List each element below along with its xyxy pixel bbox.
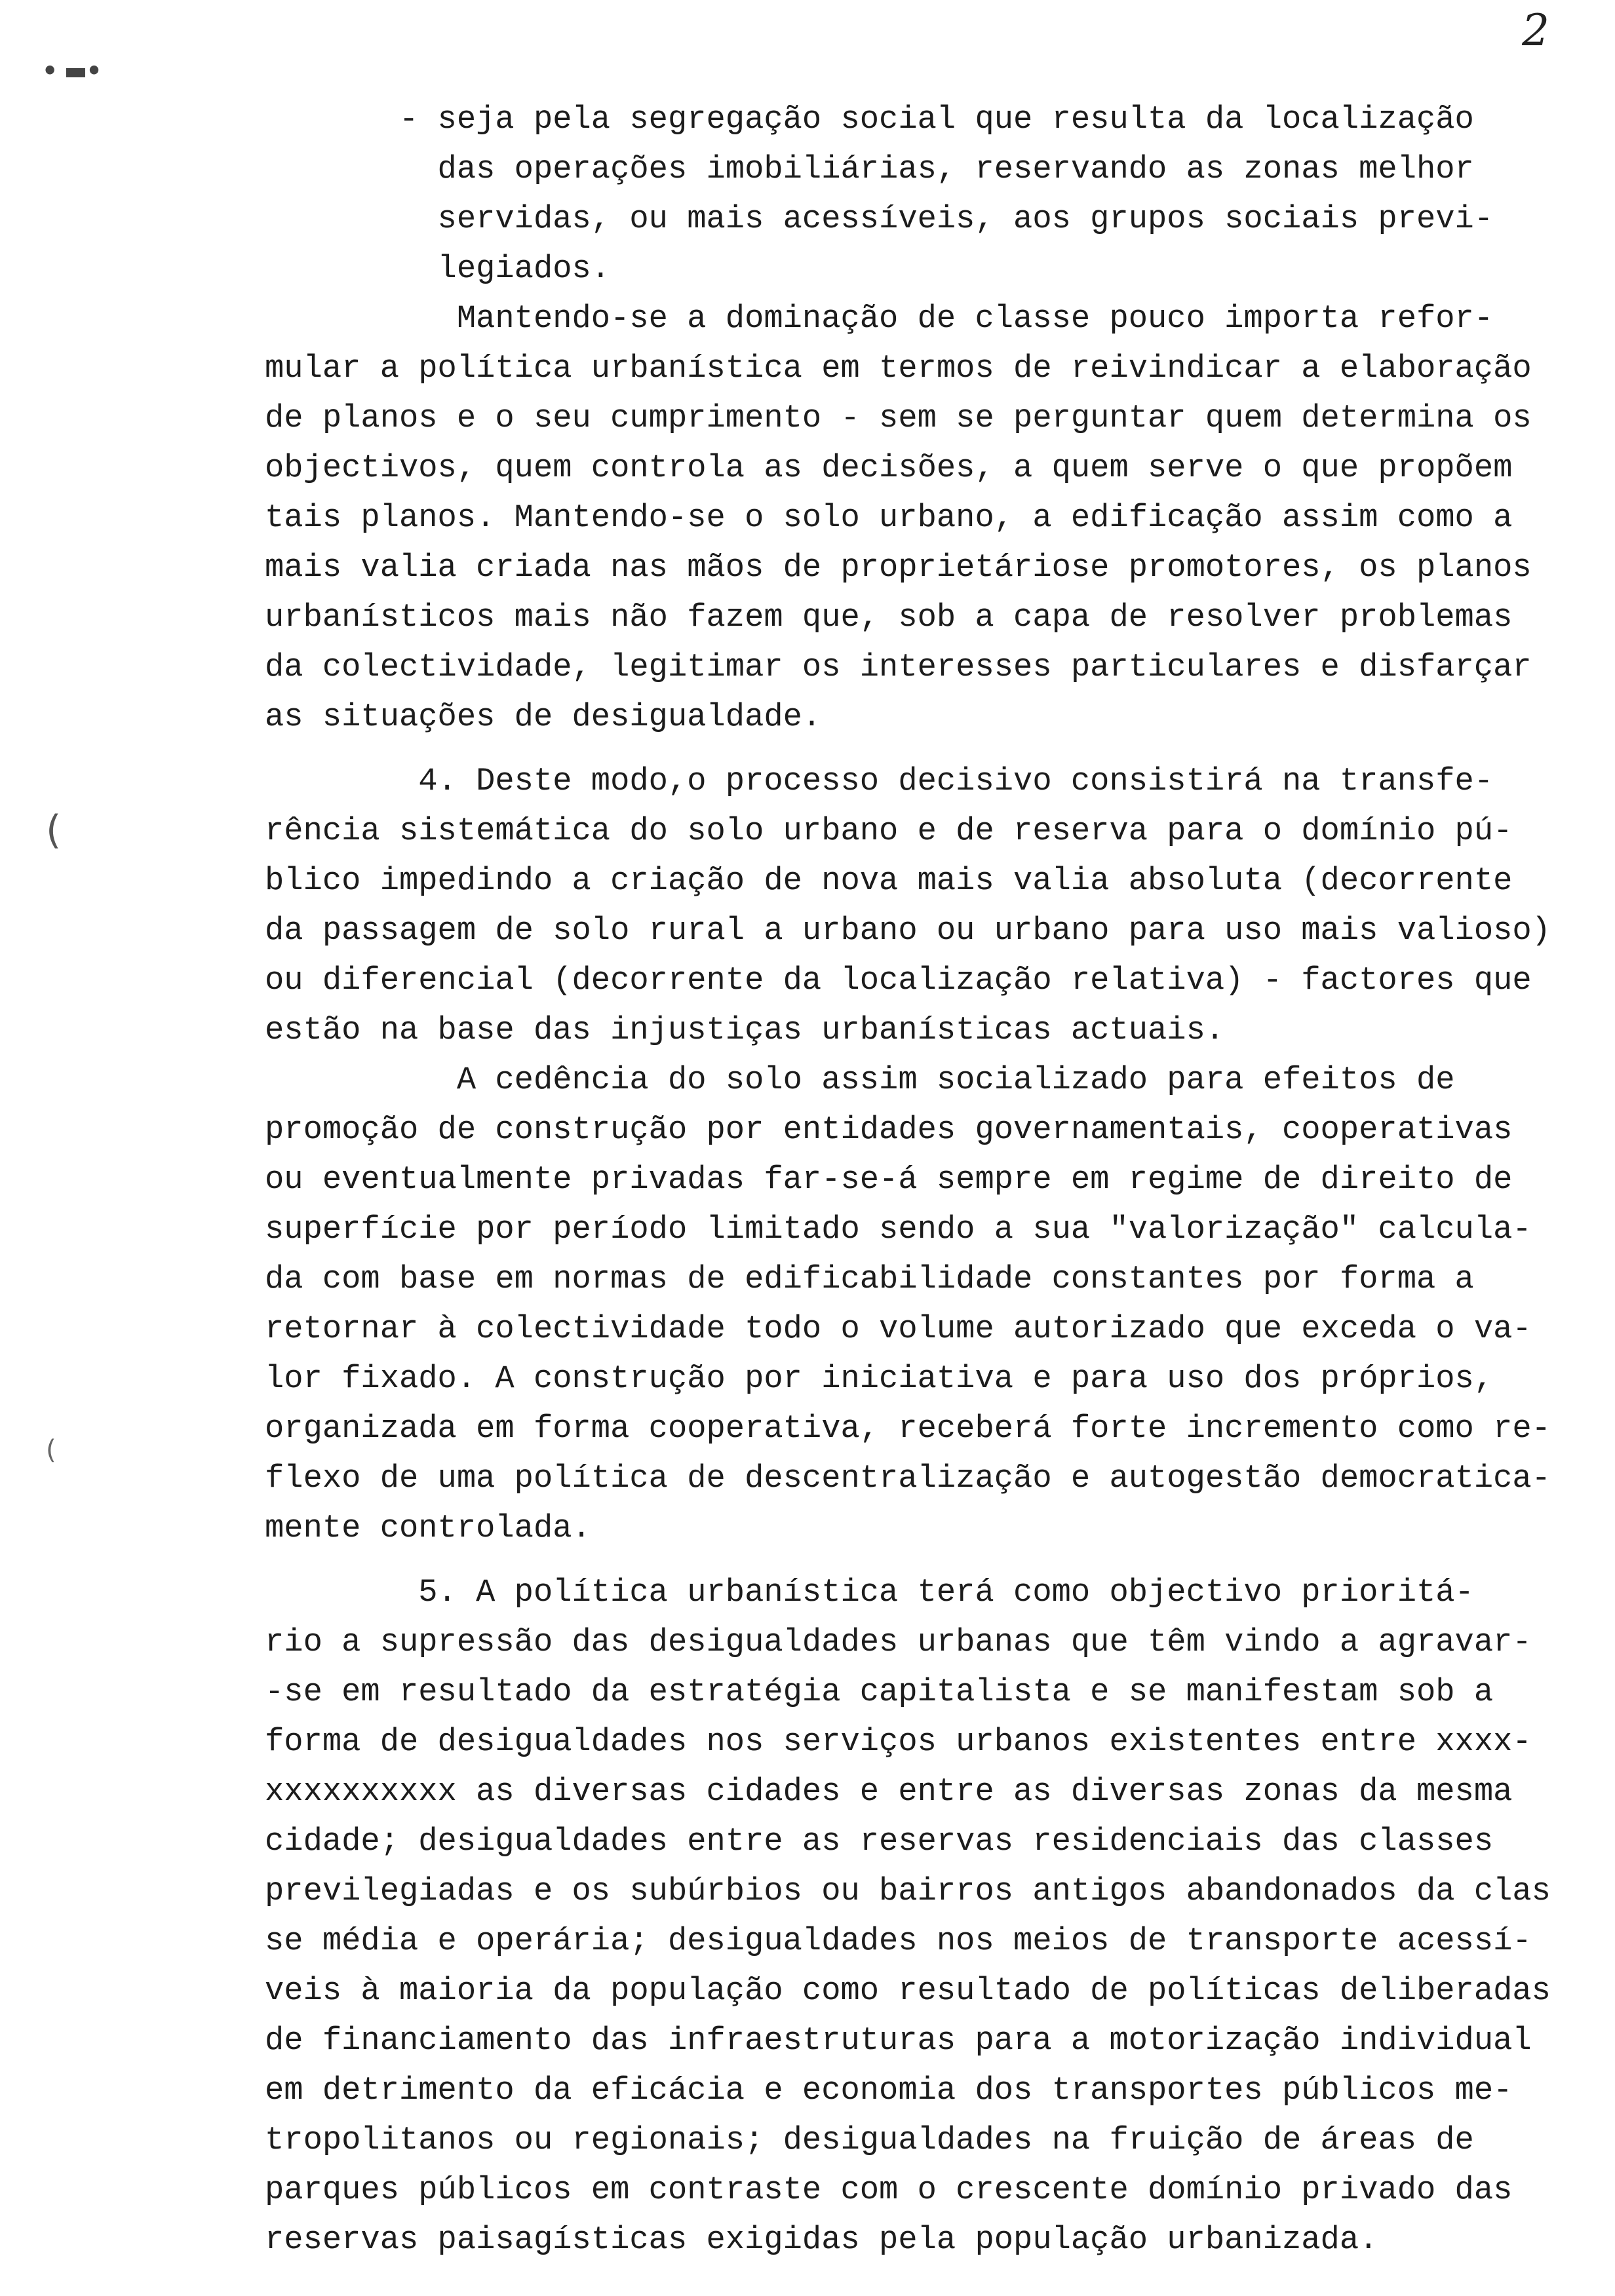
text-line: promoção de construção por entidades governamentais, cooperativas — [265, 1111, 1513, 1148]
margin-mark-left-middle: ( — [46, 807, 62, 853]
text-line: xxxxxxxxxx as diversas cidades e entre as diversas zonas da mesma — [265, 1773, 1513, 1810]
text-line: tais planos. Mantendo-se o solo urbano, a edificação assim como a — [265, 499, 1513, 536]
text-line: de planos e o seu cumprimento - sem se perguntar quem determina os — [265, 400, 1532, 436]
paragraph-gap — [265, 742, 1573, 756]
text-line: servidas, ou mais acessíveis, aos grupos sociais previ- — [265, 201, 1494, 237]
text-line: reservas paisagísticas exigidas pela população urbanizada. — [265, 2221, 1378, 2258]
text-line: tropolitanos ou regionais; desigualdades na fruição de áreas de — [265, 2122, 1474, 2158]
text-line: mente controlada. — [265, 1510, 591, 1546]
text-line: cidade; desigualdades entre as reservas residenciais das classes — [265, 1823, 1494, 1860]
text-line: da colectividade, legitimar os interesses particulares e disfarçar — [265, 649, 1532, 685]
text-line: superfície por período limitado sendo a sua "valorização" calcula- — [265, 1211, 1532, 1248]
text-line: previlegiadas e os subúrbios ou bairros antigos abandonados da clas — [265, 1873, 1551, 1909]
text-line: urbanísticos mais não fazem que, sob a capa de resolver problemas — [265, 599, 1513, 636]
text-line: forma de desigualdades nos serviços urbanos existentes entre xxxx- — [265, 1723, 1532, 1760]
text-line: da com base em normas de edificabilidade constantes por forma a — [265, 1261, 1474, 1297]
margin-mark-top-left: • ▬• — [42, 56, 101, 85]
text-line: as situações de desigualdade. — [265, 698, 822, 735]
text-line: 4. Deste modo,o processo decisivo consistirá na transfe- — [265, 763, 1494, 799]
text-line: mular a política urbanística em termos de reivindicar a elaboração — [265, 350, 1532, 387]
text-line: flexo de uma política de descentralização e autogestão democratica- — [265, 1460, 1551, 1497]
text-line: - seja pela segregação social que resulta da localização — [265, 101, 1474, 138]
margin-mark-left-lower: ( — [46, 1435, 56, 1465]
text-line: parques públicos em contraste com o crescente domínio privado das — [265, 2172, 1513, 2208]
text-line: veis à maioria da população como resultado de políticas deliberadas — [265, 1972, 1551, 2009]
text-line: se média e operária; desigualdades nos meios de transporte acessí- — [265, 1923, 1532, 1959]
text-line: em detrimento da eficácia e economia dos transportes públicos me- — [265, 2072, 1513, 2109]
text-line: legiados. — [265, 250, 611, 287]
text-line: blico impedindo a criação de nova mais valia absoluta (decorrente — [265, 862, 1513, 899]
text-line: 5. A política urbanística terá como objectivo prioritá- — [265, 1574, 1474, 1611]
text-line: objectivos, quem controla as decisões, a quem serve o que propõem — [265, 450, 1513, 486]
text-line: estão na base das injustiças urbanísticas actuais. — [265, 1012, 1225, 1048]
text-line: -se em resultado da estratégia capitalista e se manifestam sob a — [265, 1674, 1494, 1710]
text-line: rência sistemática do solo urbano e de reserva para o domínio pú- — [265, 813, 1513, 849]
text-line: ou eventualmente privadas far-se-á sempre em regime de direito de — [265, 1161, 1513, 1198]
typed-text-body — [265, 94, 1573, 2265]
text-line: A cedência do solo assim socializado para efeitos de — [265, 1062, 1455, 1098]
text-line: da passagem de solo rural a urbano ou urbano para uso mais valioso) — [265, 912, 1551, 949]
text-line: ou diferencial (decorrente da localização relativa) - factores que — [265, 962, 1532, 999]
page-number: 2 — [1522, 5, 1549, 56]
text-line: organizada em forma cooperativa, receberá forte incremento como re- — [265, 1410, 1551, 1447]
paragraph-gap — [265, 1553, 1573, 1567]
text-line: lor fixado. A construção por iniciativa e para uso dos próprios, — [265, 1360, 1494, 1397]
text-line: das operações imobiliárias, reservando as zonas melhor — [265, 151, 1474, 187]
text-line: mais valia criada nas mãos de proprietáriose promotores, os planos — [265, 549, 1532, 586]
text-line: rio a supressão das desigualdades urbanas que têm vindo a agravar- — [265, 1624, 1532, 1660]
text-line: retornar à colectividade todo o volume autorizado que exceda o va- — [265, 1311, 1532, 1347]
text-line: Mantendo-se a dominação de classe pouco importa refor- — [265, 300, 1494, 337]
text-line: de financiamento das infraestruturas para a motorização individual — [265, 2022, 1532, 2059]
